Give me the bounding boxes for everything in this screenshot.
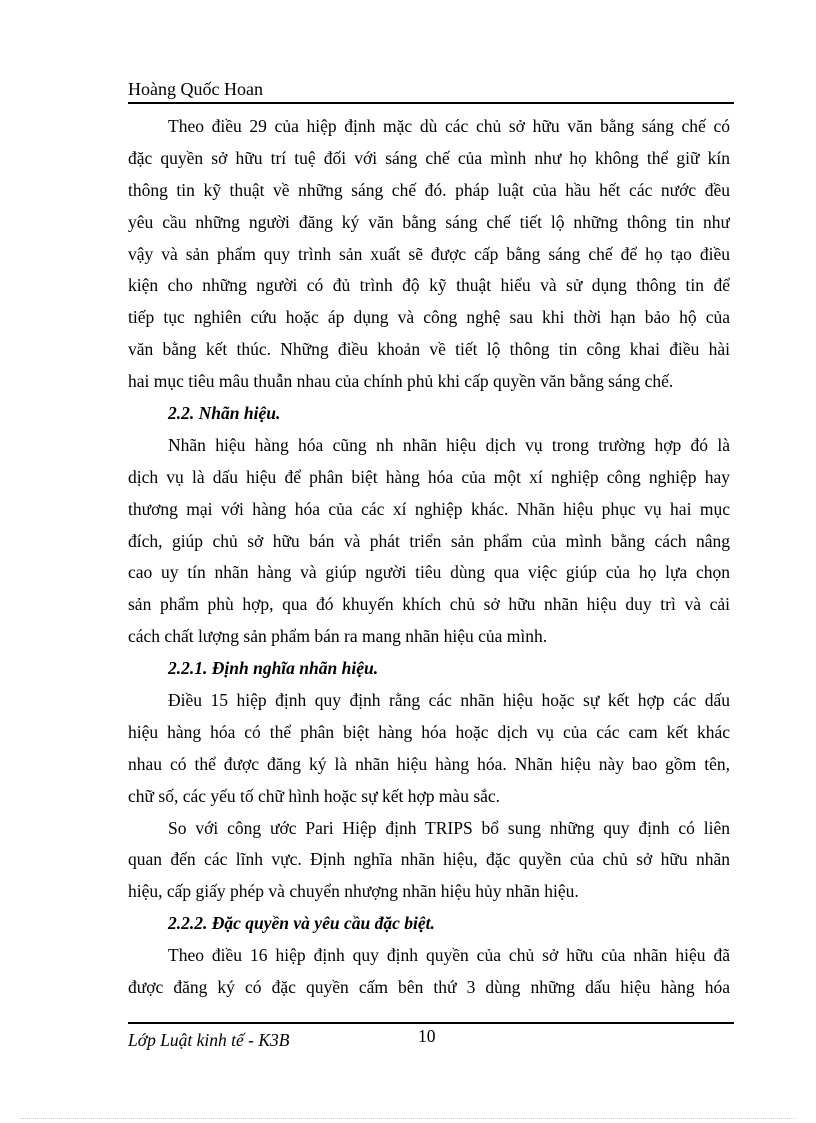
document-body xyxy=(128,111,730,1004)
page-header xyxy=(128,76,734,104)
text-line: đặc quyền sở hữu trí tuệ đối với sáng chế của mình như họ không thể giữ kín xyxy=(128,147,730,168)
text-line: kiện cho những người có đủ trình độ kỹ thuật hiểu và sử dụng thông tin để xyxy=(128,275,730,296)
text-line: Điều 15 hiệp định quy định rằng các nhãn hiệu hoặc sự kết hợp các dấu xyxy=(168,690,730,711)
text-line: hiệu hàng hóa có thể phân biệt hàng hóa hoặc dịch vụ của các cam kết khác xyxy=(128,721,730,742)
section-heading: 2.2. Nhãn hiệu. xyxy=(168,403,281,424)
text-line: Theo điều 29 của hiệp định mặc dù các chủ sở hữu văn bằng sáng chế có xyxy=(168,116,730,136)
text-line: dịch vụ là dấu hiệu để phân biệt hàng hóa của một xí nghiệp công nghiệp hay xyxy=(128,466,730,487)
text-line: hiệu, cấp giấy phép và chuyển nhượng nhãn hiệu hủy nhãn hiệu. xyxy=(128,881,579,902)
page-number: 10 xyxy=(418,1026,436,1046)
text-line: vậy và sản phẩm quy trình sản xuất sẽ được cấp bằng sáng chế để họ tạo điều xyxy=(128,243,730,264)
text-line: quan đến các lĩnh vực. Định nghĩa nhãn hiệu, đặc quyền của chủ sở hữu nhãn xyxy=(128,849,730,870)
subsection-heading: 2.2.2. Đặc quyền và yêu cầu đặc biệt. xyxy=(168,913,435,934)
page-edge-divider xyxy=(20,1118,796,1119)
text-line: văn bằng kết thúc. Những điều khoản về tiết lộ thông tin công khai điều hài xyxy=(128,339,730,360)
text-line: Nhãn hiệu hàng hóa cũng nh nhãn hiệu dịch vụ trong trường hợp đó là xyxy=(168,434,730,455)
text-line: sản phẩm phù hợp, qua đó khuyến khích chủ sở hữu nhãn hiệu duy trì và cải xyxy=(128,594,730,615)
text-line: thương mại với hàng hóa của các xí nghiệp khác. Nhãn hiệu phục vụ hai mục xyxy=(128,498,730,519)
text-line: nhau có thể được đăng ký là nhãn hiệu hàng hóa. Nhãn hiệu này bao gồm tên, xyxy=(128,753,730,774)
text-line: đích, giúp chủ sở hữu bán và phát triển sản phẩm của mình bằng cách nâng xyxy=(128,530,730,551)
text-line: yêu cầu những người đăng ký văn bằng sáng chế tiết lộ những thông tin như xyxy=(128,211,730,232)
text-line: cao uy tín nhãn hàng và giúp người tiêu dùng qua việc giúp của họ lựa chọn xyxy=(128,562,730,583)
page-footer xyxy=(128,1022,734,1054)
text-line: cách chất lượng sản phẩm bán ra mang nhãn hiệu của mình. xyxy=(128,626,548,647)
text-line: hai mục tiêu mâu thuẫn nhau của chính phủ khi cấp quyền văn bằng sáng chế. xyxy=(128,371,674,392)
text-line: Theo điều 16 hiệp định quy định quyền của chủ sở hữu của nhãn hiệu đã xyxy=(168,945,730,966)
text-line: được đăng ký có đặc quyền cấm bên thứ 3 dùng những dấu hiệu hàng hóa xyxy=(128,977,730,998)
text-line: tiếp tục nghiên cứu hoặc áp dụng và công nghệ sau khi thời hạn bảo hộ của xyxy=(128,307,730,328)
header-author: Hoàng Quốc Hoan xyxy=(128,79,263,99)
subsection-heading: 2.2.1. Định nghĩa nhãn hiệu. xyxy=(168,658,379,679)
text-line: So với công ước Pari Hiệp định TRIPS bổ sung những quy định có liên xyxy=(168,817,730,838)
text-line: chữ số, các yếu tố chữ hình hoặc sự kết hợp màu sắc. xyxy=(128,785,501,806)
footer-class-name: Lớp Luật kinh tế - K3B xyxy=(128,1030,290,1050)
text-line: thông tin kỹ thuật về những sáng chế đó. pháp luật của hầu hết các nước đều xyxy=(128,179,730,200)
